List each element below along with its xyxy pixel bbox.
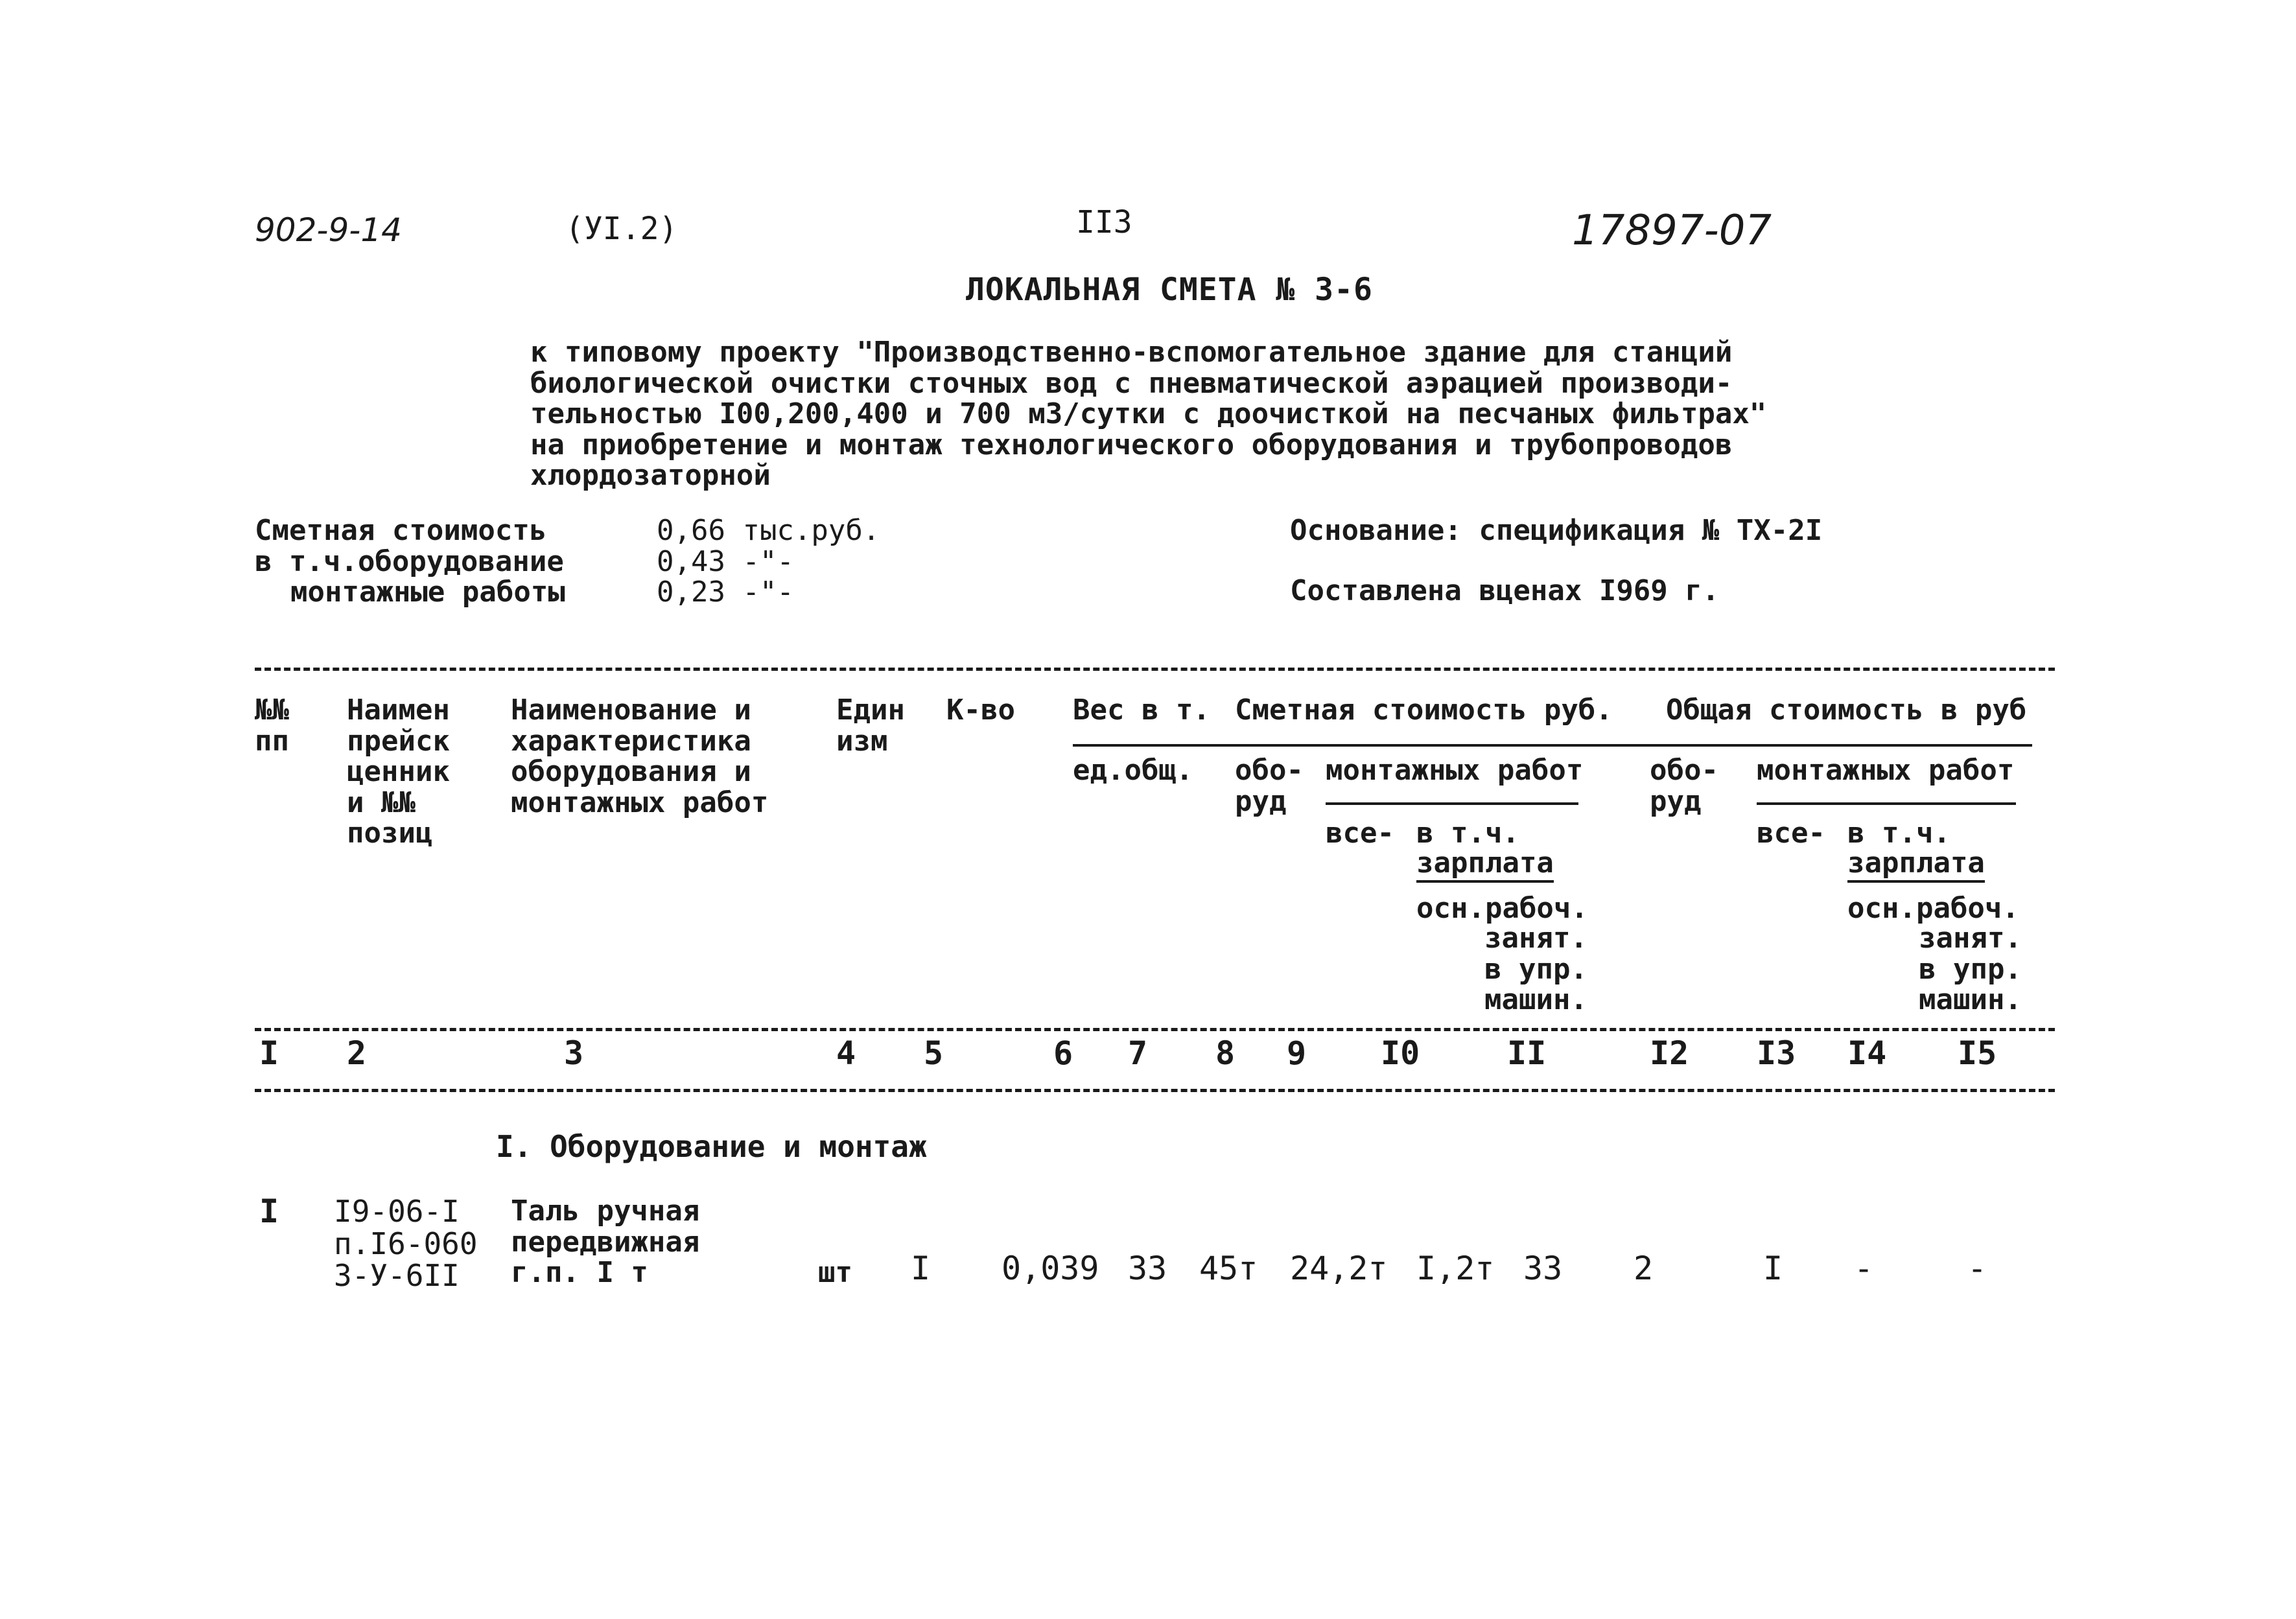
header-text: занят. xyxy=(1484,922,1587,955)
equipment-label: в т.ч.оборудование xyxy=(255,544,564,578)
column-number: I3 xyxy=(1757,1034,1796,1072)
header-total-incl: в т.ч. xyxy=(1847,817,1950,850)
item-name-line: передвижная xyxy=(511,1225,700,1259)
header-text: изм xyxy=(836,724,888,758)
header-text: занят. xyxy=(1919,922,2022,955)
header-text: руд xyxy=(1650,784,1702,818)
column-number: 5 xyxy=(924,1034,944,1072)
description-line: биологической очистки сточных вод с пневматической аэрацией производи- xyxy=(530,366,1733,400)
row-num: I xyxy=(259,1193,279,1230)
row-weight-unit: 0,039 xyxy=(1002,1250,1099,1287)
header-weight: Вес в т. xyxy=(1073,693,1210,727)
page-number: II3 xyxy=(1076,204,1132,240)
header-text: машин. xyxy=(1919,983,2022,1017)
description-line: на приобретение и монтаж технологического оборудования и трубопроводов xyxy=(530,428,1733,461)
column-number: 4 xyxy=(836,1034,856,1072)
header-col-price-ref xyxy=(347,695,450,849)
item-name-line: г.п. I т xyxy=(511,1256,648,1290)
header-col-num xyxy=(255,695,289,756)
column-number: 6 xyxy=(1053,1034,1073,1072)
header-text: руд xyxy=(1235,784,1287,818)
header-rule xyxy=(1073,744,2032,747)
header-text: в упр. xyxy=(1919,952,2022,986)
column-number: I2 xyxy=(1650,1034,1689,1072)
header-total-osn: осн.рабоч. xyxy=(1847,892,2019,925)
header-text: оборудования и xyxy=(511,755,751,789)
section-code: (УI.2) xyxy=(565,211,678,247)
column-number: 7 xyxy=(1128,1034,1148,1072)
column-number: I xyxy=(259,1034,279,1072)
header-est-osn: осн.рабоч. xyxy=(1416,892,1588,925)
column-number: I4 xyxy=(1847,1034,1887,1072)
row-unit: шт xyxy=(818,1256,852,1289)
header-rule xyxy=(1326,802,1578,805)
header-text: Наимен xyxy=(347,693,450,727)
header-total-wages: зарплата xyxy=(1847,848,1985,883)
section-title: I. Оборудование и монтаж xyxy=(496,1129,927,1164)
column-number: 8 xyxy=(1215,1034,1236,1072)
header-total-cost: Общая стоимость в руб xyxy=(1666,693,2027,727)
column-numbers-bottom-rule xyxy=(255,1089,2055,1092)
header-total-install: монтажных работ xyxy=(1757,754,2015,787)
project-code: 902-9-14 xyxy=(255,211,402,249)
row-total-equip: 2 xyxy=(1634,1250,1654,1287)
header-text: пп xyxy=(255,724,289,758)
header-col-unit xyxy=(836,695,905,756)
row-cost-machine: 33 xyxy=(1523,1250,1563,1287)
install-label: монтажные работы xyxy=(290,576,565,609)
header-est-equip xyxy=(1235,755,1304,817)
description-line: хлордозаторной xyxy=(530,459,771,493)
header-weight-sub: ед.общ. xyxy=(1073,754,1193,787)
header-rule xyxy=(1757,802,2016,805)
row-total-install: I xyxy=(1763,1250,1783,1287)
header-col-name xyxy=(511,695,768,818)
column-number: 2 xyxy=(347,1034,367,1072)
header-est-wages: зарплата xyxy=(1416,848,1554,883)
header-text: в упр. xyxy=(1484,952,1587,986)
header-text: монтажных работ xyxy=(511,786,769,819)
header-text: машин. xyxy=(1484,983,1587,1017)
cost-value: 0,66 тыс.руб. xyxy=(657,514,880,547)
header-text: ценник xyxy=(347,755,450,789)
column-number: 9 xyxy=(1287,1034,1307,1072)
row-cost-wages: I,2т xyxy=(1416,1250,1495,1287)
header-total-total: все- xyxy=(1757,817,1825,850)
column-number: I0 xyxy=(1381,1034,1420,1072)
header-text: обо- xyxy=(1650,754,1718,787)
column-number: 3 xyxy=(564,1034,584,1072)
table-top-rule xyxy=(255,668,2055,671)
basis-text: Основание: спецификация № ТХ-2I xyxy=(1290,514,1823,547)
header-total-machine xyxy=(1919,923,2022,1016)
equipment-value: 0,43 -"- xyxy=(657,544,794,578)
row-price-ref xyxy=(334,1196,478,1292)
header-text: Наименование и xyxy=(511,693,751,727)
header-est-install: монтажных работ xyxy=(1326,754,1584,787)
document-title: ЛОКАЛЬНАЯ СМЕТА № 3-6 xyxy=(966,272,1373,308)
header-text: характеристика xyxy=(511,724,751,758)
archive-number: 17897-07 xyxy=(1572,207,1772,255)
header-est-total: все- xyxy=(1326,817,1394,850)
header-text: обо- xyxy=(1235,754,1304,787)
header-col-qty: К-во xyxy=(946,693,1015,727)
price-ref-line: 3-У-6II xyxy=(334,1258,460,1294)
header-total-equip xyxy=(1650,755,1718,817)
cost-values xyxy=(657,515,880,608)
row-cost-equip: 45т xyxy=(1199,1250,1258,1287)
header-text: и №№ xyxy=(347,786,416,819)
description-line: к типовому проекту "Производственно-вспомогательное здание для станций xyxy=(530,336,1733,369)
description-line: тельностью I00,200,400 и 700 м3/сутки с доочисткой на песчаных фильтрах" xyxy=(530,397,1767,431)
row-cost-install-total: 24,2т xyxy=(1290,1250,1388,1287)
header-text: Един xyxy=(836,693,905,727)
cost-summary xyxy=(255,515,565,608)
description xyxy=(530,337,1766,491)
cost-label: Сметная стоимость xyxy=(255,514,547,547)
price-ref-line: п.I6-060 xyxy=(334,1226,478,1261)
row-weight-total: 33 xyxy=(1128,1250,1167,1287)
price-ref-line: I9-06-I xyxy=(334,1194,460,1229)
header-est-incl: в т.ч. xyxy=(1416,817,1519,850)
header-text: №№ xyxy=(255,693,289,727)
item-name-line: Таль ручная xyxy=(511,1194,700,1228)
column-numbers-top-rule xyxy=(255,1028,2055,1031)
prices-text: Составлена вценах I969 г. xyxy=(1290,574,1720,607)
row-total-machine: - xyxy=(1967,1250,1987,1287)
column-number: I5 xyxy=(1958,1034,1997,1072)
column-number: II xyxy=(1507,1034,1547,1072)
header-est-cost: Сметная стоимость руб. xyxy=(1235,693,1613,727)
header-est-machine xyxy=(1484,923,1587,1016)
header-text: позиц xyxy=(347,817,433,850)
header-text: прейск xyxy=(347,724,450,758)
row-item-name xyxy=(511,1196,699,1288)
install-value: 0,23 -"- xyxy=(657,576,794,609)
row-qty: I xyxy=(911,1250,931,1287)
row-total-wages: - xyxy=(1854,1250,1874,1287)
